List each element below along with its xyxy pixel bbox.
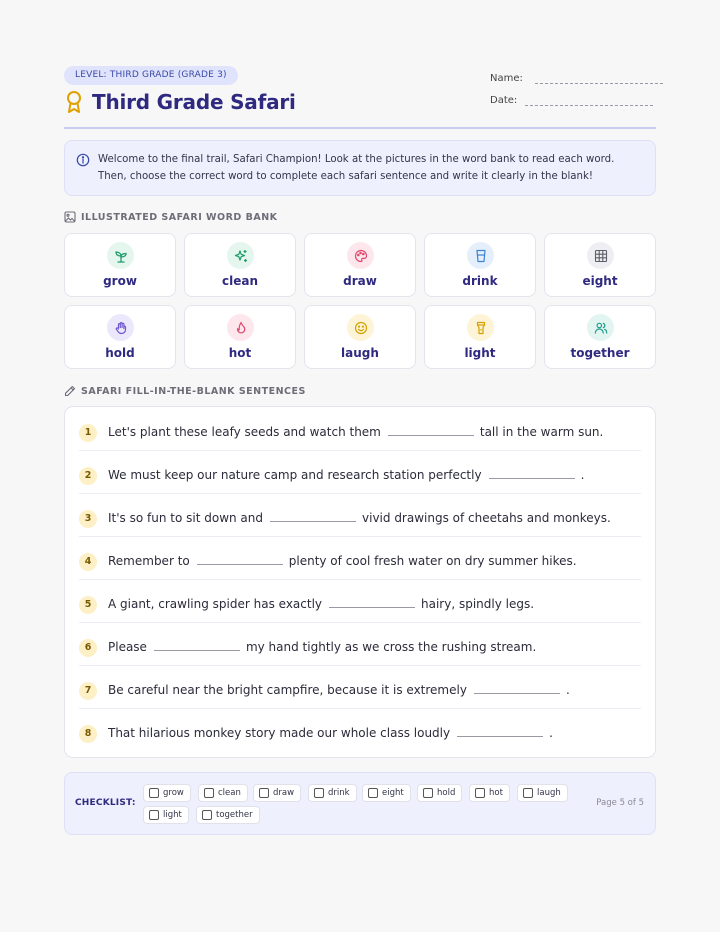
sentence-before: That hilarious monkey story made our whole class loudly: [108, 726, 451, 740]
word-card-grow: [64, 233, 176, 297]
sentences-heading-text: SAFARI FILL-IN-THE-BLANK SENTENCES: [81, 385, 306, 397]
sentence-after: vivid drawings of cheetahs and monkeys.: [362, 511, 611, 525]
answer-blank[interactable]: [154, 641, 240, 651]
word-card-eight: [544, 233, 656, 297]
checklist-item-label: drink: [328, 788, 350, 798]
sparkles-icon: [234, 249, 248, 263]
word-card-label: light: [464, 346, 496, 360]
checklist-item-hot[interactable]: [469, 784, 510, 802]
hand-icon: [114, 321, 128, 335]
cup-icon: [474, 249, 488, 263]
word-card-hot: [184, 305, 296, 369]
word-card-label: together: [570, 346, 630, 360]
sentence-after: .: [549, 726, 553, 740]
checklist-item-eight[interactable]: [362, 784, 411, 802]
word-card-icon-wrap: [227, 242, 254, 269]
answer-blank[interactable]: [388, 426, 474, 436]
sentence-text: [108, 511, 611, 525]
checklist-item-label: clean: [218, 788, 241, 798]
checklist-item-drink[interactable]: [308, 784, 357, 802]
word-card-together: [544, 305, 656, 369]
instructions-box: [64, 140, 656, 196]
word-card-icon-wrap: [107, 314, 134, 341]
word-card-icon-wrap: [467, 314, 494, 341]
word-card-label: draw: [343, 274, 377, 288]
info-icon: [76, 153, 90, 167]
checkbox[interactable]: [204, 788, 214, 798]
sentence-text: [108, 640, 536, 654]
checkbox[interactable]: [368, 788, 378, 798]
sentence-row: [79, 451, 641, 494]
sentence-after: my hand tightly as we cross the rushing stream.: [245, 640, 537, 654]
answer-blank[interactable]: [489, 469, 575, 479]
checklist-item-laugh[interactable]: [517, 784, 568, 802]
grid-icon: [594, 249, 608, 263]
word-card-draw: [304, 233, 416, 297]
sentence-row: [79, 580, 641, 623]
sentence-before: A giant, crawling spider has exactly: [108, 597, 323, 611]
checklist-item-grow[interactable]: [143, 784, 191, 802]
sentence-number: 7: [79, 682, 97, 700]
word-card-hold: [64, 305, 176, 369]
sentence-text: [108, 597, 534, 611]
sentence-row: [79, 408, 641, 451]
checkbox[interactable]: [202, 810, 212, 820]
word-card-icon-wrap: [347, 242, 374, 269]
checklist-label: CHECKLIST:: [75, 798, 136, 808]
sentence-row: [79, 709, 641, 752]
word-card-label: hot: [228, 346, 252, 360]
answer-blank[interactable]: [474, 684, 560, 694]
flame-icon: [234, 321, 248, 335]
checklist-item-label: together: [216, 810, 253, 820]
checklist-bar: [64, 772, 656, 835]
checkbox[interactable]: [523, 788, 533, 798]
answer-blank[interactable]: [457, 727, 543, 737]
sentence-number: 1: [79, 424, 97, 442]
sentence-before: Be careful near the bright campfire, because it is extremely: [108, 683, 467, 697]
page-title: [64, 88, 296, 116]
sentence-text: [108, 683, 570, 697]
date-field[interactable]: [490, 95, 653, 106]
word-card-label: drink: [462, 274, 498, 288]
date-line[interactable]: [525, 96, 653, 106]
page-number: Page 5 of 5: [596, 798, 644, 808]
flashlight-icon: [474, 321, 488, 335]
palette-icon: [354, 249, 368, 263]
sentence-after: .: [565, 683, 570, 697]
word-card-clean: [184, 233, 296, 297]
checklist-item-label: draw: [273, 788, 295, 798]
sentence-before: Let's plant these leafy seeds and watch them: [108, 425, 381, 439]
word-card-icon-wrap: [587, 242, 614, 269]
sentence-after: plenty of cool fresh water on dry summer hikes.: [288, 554, 577, 568]
checklist-item-hold[interactable]: [417, 784, 462, 802]
sentence-number: 3: [79, 510, 97, 528]
smile-icon: [354, 321, 368, 335]
checklist-item-together[interactable]: [196, 806, 260, 824]
sentence-before: Remember to: [108, 554, 190, 568]
date-label: Date:: [490, 95, 518, 106]
answer-blank[interactable]: [270, 512, 356, 522]
pencil-icon: [64, 385, 76, 397]
instructions-text: Welcome to the final trail, Safari Champion! Look at the pictures in the word bank to read each word. Then, choose the correct word to complete each safari sentence and write it clearly in the blank!: [98, 154, 615, 182]
name-label: Name:: [490, 73, 523, 84]
word-card-light: [424, 305, 536, 369]
sentence-text: [108, 554, 577, 568]
word-card-label: clean: [221, 274, 258, 288]
checklist-item-light[interactable]: [143, 806, 189, 824]
sentence-row: [79, 623, 641, 666]
answer-blank[interactable]: [197, 555, 283, 565]
checklist-item-label: eight: [382, 788, 404, 798]
sentence-number: 4: [79, 553, 97, 571]
checklist-item-label: hot: [489, 788, 503, 798]
word-card-label: eight: [582, 274, 618, 288]
level-badge: LEVEL: THIRD GRADE (GRADE 3): [64, 66, 238, 85]
sentence-text: [108, 425, 603, 439]
word-card-laugh: [304, 305, 416, 369]
image-icon: [64, 211, 76, 223]
sentence-row: [79, 494, 641, 537]
checkbox[interactable]: [475, 788, 485, 798]
checkbox[interactable]: [259, 788, 269, 798]
sentence-row: [79, 666, 641, 709]
word-bank-heading: [64, 211, 278, 223]
sentence-after: .: [580, 468, 585, 482]
sentence-before: We must keep our nature camp and research station perfectly: [108, 468, 482, 482]
sentence-number: 5: [79, 596, 97, 614]
sentence-before: Please: [108, 640, 147, 654]
sentence-row: [79, 537, 641, 580]
sentence-before: It's so fun to sit down and: [108, 511, 264, 525]
word-card-label: hold: [105, 346, 135, 360]
sprout-icon: [114, 249, 128, 263]
checklist-item-label: light: [163, 810, 182, 820]
header-divider: [64, 127, 656, 129]
word-card-icon-wrap: [347, 314, 374, 341]
checklist-item-clean[interactable]: [198, 784, 248, 802]
name-field[interactable]: [490, 73, 663, 84]
checkbox[interactable]: [149, 788, 159, 798]
award-icon: [64, 90, 84, 114]
checkbox[interactable]: [423, 788, 433, 798]
title-text: Third Grade Safari: [92, 90, 296, 114]
word-card-icon-wrap: [467, 242, 494, 269]
sentences-heading: [64, 385, 306, 397]
checklist-item-label: hold: [437, 788, 456, 798]
word-card-label: grow: [103, 274, 137, 288]
word-card-icon-wrap: [587, 314, 614, 341]
word-card-drink: [424, 233, 536, 297]
sentence-text: [108, 468, 584, 482]
checkbox[interactable]: [149, 810, 159, 820]
sentence-after: hairy, spindly legs.: [421, 597, 535, 611]
sentence-number: 8: [79, 725, 97, 743]
people-icon: [594, 321, 608, 335]
sentences-panel: [64, 406, 656, 758]
name-line[interactable]: [535, 74, 663, 84]
word-card-label: laugh: [341, 346, 379, 360]
sentence-text: [108, 726, 553, 740]
answer-blank[interactable]: [329, 598, 415, 608]
checkbox[interactable]: [314, 788, 324, 798]
word-card-icon-wrap: [227, 314, 254, 341]
sentence-number: 6: [79, 639, 97, 657]
checklist-item-label: laugh: [537, 788, 561, 798]
sentence-number: 2: [79, 467, 97, 485]
sentence-after: tall in the warm sun.: [479, 425, 604, 439]
checklist-item-label: grow: [163, 788, 184, 798]
word-bank-heading-text: ILLUSTRATED SAFARI WORD BANK: [81, 211, 278, 223]
checklist-item-draw[interactable]: [253, 784, 301, 802]
word-card-icon-wrap: [107, 242, 134, 269]
